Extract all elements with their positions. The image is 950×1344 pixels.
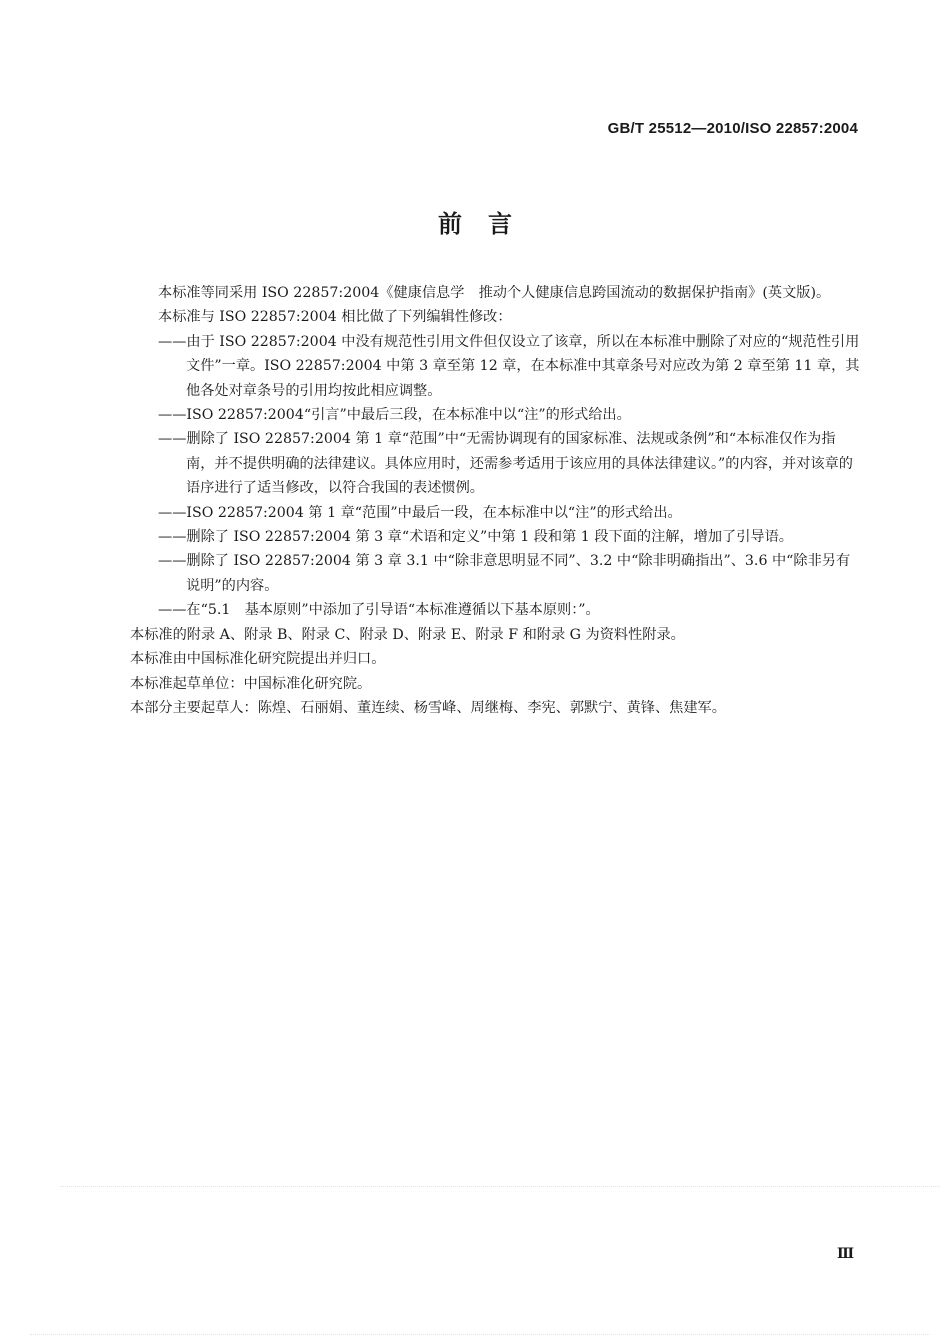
scan-artifact-line-bottom: [30, 1334, 930, 1338]
list-item-modification-5: ——删除了 ISO 22857:2004 第 3 章“术语和定义”中第 1 段和第 1 段下面的注解，增加了引导语。: [158, 529, 793, 546]
paragraph-modifications-intro: 本标准与 ISO 22857:2004 相比做了下列编辑性修改：: [158, 309, 512, 326]
standard-code: GB/T 25512—2010/ISO 22857:2004: [607, 120, 858, 137]
page-number: Ⅲ: [836, 1246, 854, 1262]
list-item-modification-4: ——ISO 22857:2004 第 1 章“范围”中最后一段，在本标准中以“注”的形式给出。: [158, 504, 682, 521]
list-item-modification-6: ——删除了 ISO 22857:2004 第 3 章 3.1 中“除非意思明显不同”、3.2 中“除非明确指出”、3.6 中“除非另有说明”的内容。: [158, 553, 851, 594]
paragraph-proposer: 本标准由中国标准化研究院提出并归口。: [130, 651, 386, 668]
page-title: 前言: [438, 210, 538, 238]
paragraph-drafting-unit: 本标准起草单位：中国标准化研究院。: [130, 675, 372, 692]
paragraph-drafters: 本部分主要起草人：陈煌、石丽娟、董连续、杨雪峰、周继梅、李宪、郭默宁、黄锋、焦建军。: [130, 699, 726, 716]
paragraph-adoption: 本标准等同采用 ISO 22857:2004《健康信息学 推动个人健康信息跨国流动的数据保护指南》(英文版)。: [158, 285, 831, 301]
list-item-modification-1: ——由于 ISO 22857:2004 中没有规范性引用文件但仅设立了该章，所以在本标准中删除了对应的“规范性引用文件”一章。ISO 22857:2004 中第 3 章至第 12 章，在本标准中其章条号对应改为第 2 章至第 11 章，其他各处对章条号的引用均按此相应调整。: [158, 333, 860, 399]
preface-body: [130, 281, 862, 720]
paragraph-appendices: 本标准的附录 A、附录 B、附录 C、附录 D、附录 E、附录 F 和附录 G 为资料性附录。: [130, 626, 685, 643]
list-item-modification-7: ——在“5.1 基本原则”中添加了引导语“本标准遵循以下基本原则：”。: [158, 602, 600, 619]
scan-artifact-line: [60, 1186, 940, 1191]
list-item-modification-2: ——ISO 22857:2004“引言”中最后三段，在本标准中以“注”的形式给出。: [158, 407, 631, 424]
list-item-modification-3: ——删除了 ISO 22857:2004 第 1 章“范围”中“无需协调现有的国家标准、法规或条例”和“本标准仅作为指南，并不提供明确的法律建议。具体应用时，还需参考适用于该应用的具体法律建议。”的内容，并对该章的语序进行了适当修改，以符合我国的表述惯例。: [158, 431, 853, 497]
